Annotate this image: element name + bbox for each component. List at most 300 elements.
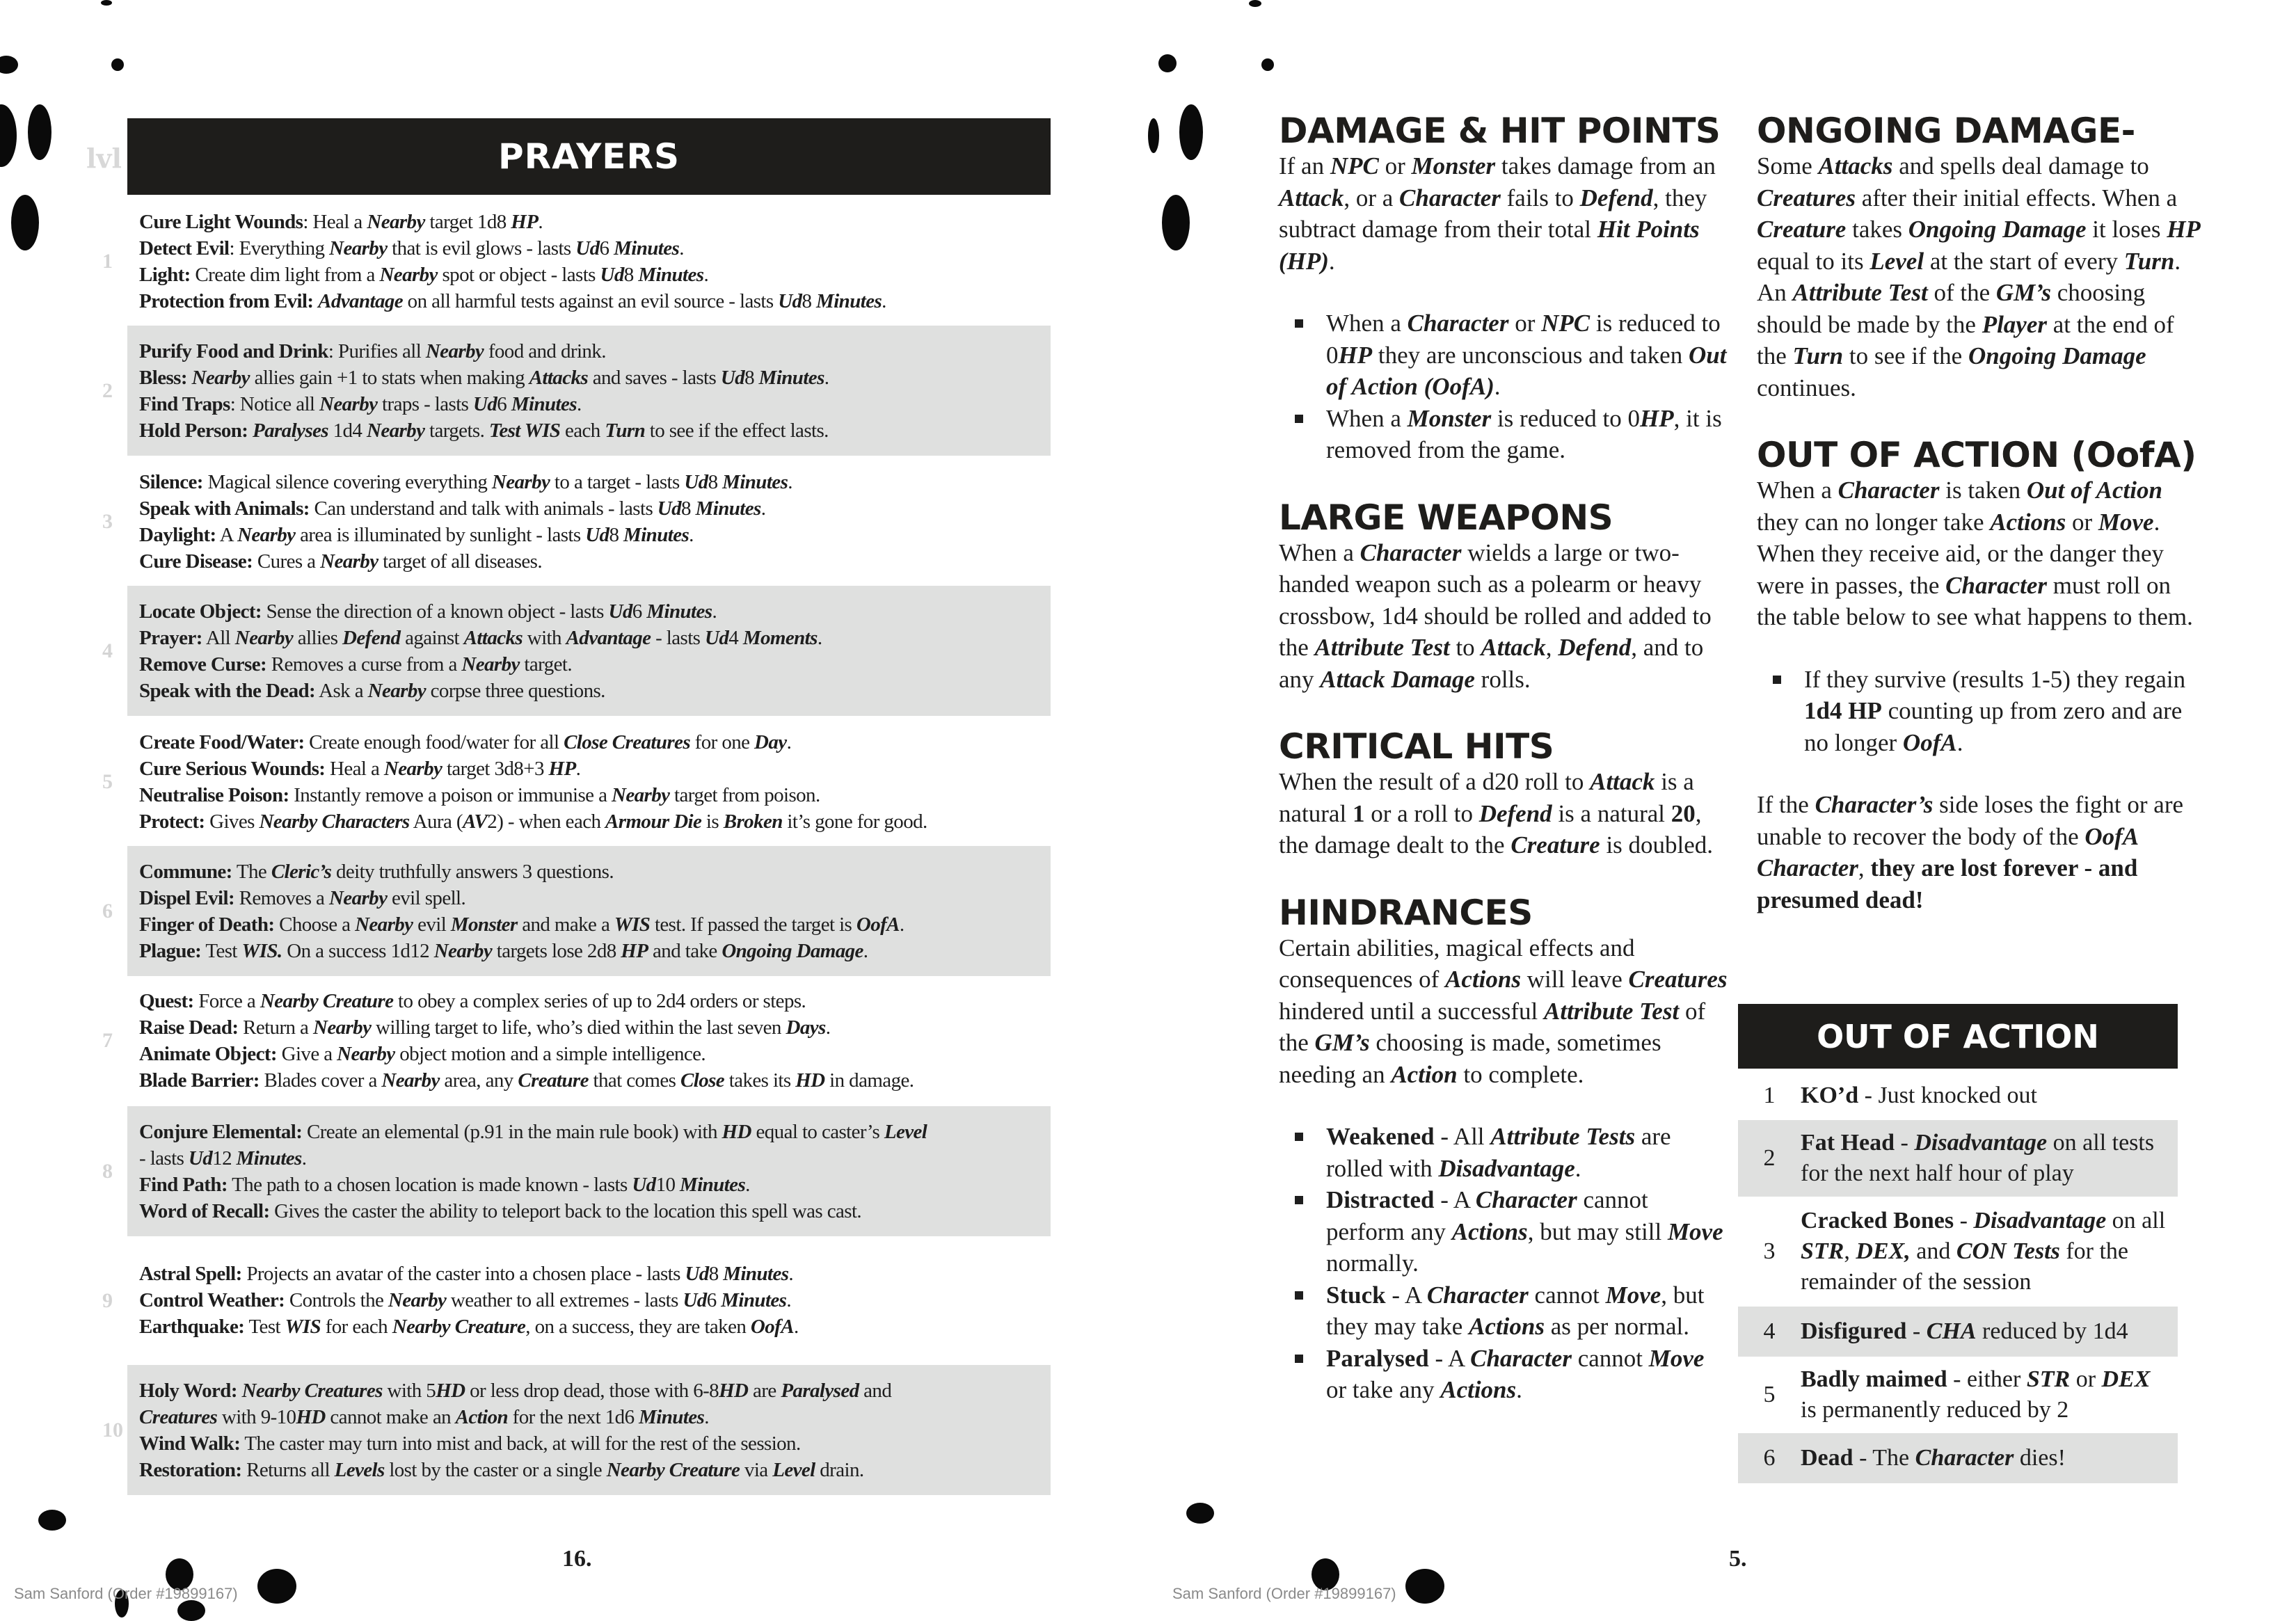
keyword: Nearby Creature [392, 1316, 526, 1338]
keyword: Nearby [433, 940, 493, 962]
text: 8 [744, 367, 759, 389]
bold-term: Find Path: [139, 1174, 228, 1196]
text: The [232, 861, 271, 883]
spacer [1279, 466, 1728, 498]
text: All [202, 627, 235, 649]
keyword: Attribute Test [1792, 279, 1928, 306]
text: , it is removed from the game. [1326, 404, 1722, 463]
keyword: Move [1605, 1281, 1661, 1309]
text: is a natural [1279, 768, 1694, 827]
page-number-right: 5. [1729, 1546, 1747, 1572]
prayer-entry [139, 338, 1039, 365]
prayer-entry [139, 1067, 1039, 1094]
bold-term: Plague: [139, 940, 202, 962]
prayer-entry [139, 495, 1039, 522]
text: Give a [276, 1043, 337, 1065]
prayer-entry [139, 911, 1039, 938]
keyword: Attribute Test [1544, 997, 1680, 1025]
prayer-level-row [102, 717, 1051, 847]
text: - Just knocked out [1858, 1083, 2037, 1108]
text: of the [1279, 997, 1706, 1056]
text: on all harmful tests against an evil source - lasts [403, 290, 779, 312]
prayer-entry [139, 859, 1039, 885]
text: and [859, 1380, 892, 1402]
text: 6 [632, 600, 647, 623]
keyword: Character [1399, 184, 1501, 211]
prayer-entry [139, 651, 1039, 678]
text: continues. [1757, 374, 1856, 401]
roll-number: 6 [1763, 1445, 1776, 1471]
text: or [1378, 152, 1412, 179]
bold-term: Earthquake: [139, 1316, 245, 1338]
keyword: Creature [1510, 831, 1600, 859]
roll-number: 4 [1763, 1318, 1776, 1344]
bold-term: Dead [1801, 1445, 1853, 1471]
bullet-list [1279, 1121, 1728, 1406]
text: . [679, 237, 684, 259]
text: or less drop dead, those with 6-8 [465, 1380, 719, 1402]
text: at the start of every [1924, 247, 2124, 275]
text: against [400, 627, 464, 649]
text: Removes a curse from a [266, 653, 462, 676]
text: . [1574, 1154, 1581, 1182]
keyword: Actions [1445, 966, 1521, 993]
keyword: Defend [1478, 799, 1552, 827]
text: and spells deal damage to [1892, 152, 2149, 179]
keyword: CON Tests [1956, 1238, 2060, 1264]
bold-term: Prayer: [139, 627, 202, 649]
keyword: Nearby [328, 887, 388, 909]
spacer [1757, 758, 2202, 789]
bullet-item [1279, 1121, 1728, 1184]
keyword: Disadvantage [1438, 1154, 1575, 1182]
keyword: Broken [723, 810, 783, 833]
keyword: Advantage [318, 290, 404, 312]
bold-term: 1 [1352, 799, 1365, 827]
text: When a [1757, 477, 1838, 504]
prayer-level-row [102, 846, 1051, 976]
prayer-entry [139, 1145, 1039, 1172]
text: cannot make an [325, 1406, 456, 1428]
text: to see if the [1843, 342, 1968, 369]
section-paragraph [1757, 150, 2202, 404]
text: or a roll to [1364, 799, 1479, 827]
text: When a [1326, 310, 1408, 337]
text: of the [1927, 279, 1996, 306]
level-number: 5 [102, 769, 113, 793]
keyword: Minutes [721, 1289, 787, 1311]
bullet-item [1279, 1184, 1728, 1279]
keyword: Ud [632, 1174, 656, 1196]
keyword: Nearby [237, 524, 296, 546]
keyword: Action [1391, 1060, 1458, 1088]
text: equal to its [1757, 247, 1870, 275]
text: Aura ( [409, 810, 463, 833]
keyword: NPC [1330, 152, 1379, 179]
prayer-entry [139, 209, 1039, 235]
text: at the end of the [1757, 310, 2174, 369]
text: choosing is made, sometimes needing an [1279, 1029, 1661, 1088]
text: . [1956, 728, 1963, 756]
keyword: Attack [1590, 768, 1655, 795]
text: counting up from zero and are no longer [1804, 697, 2183, 756]
bold-term: Remove Curse: [139, 653, 267, 676]
text: . [1494, 373, 1501, 400]
text: weather to all extremes - lasts [446, 1289, 683, 1311]
text: takes its [724, 1069, 796, 1092]
keyword: Ongoing Damage [1908, 216, 2087, 243]
keyword: Actions [1440, 1376, 1517, 1403]
text: . [793, 1316, 799, 1338]
text: . [704, 1406, 709, 1428]
keyword: Ud [685, 1263, 709, 1285]
text [248, 420, 253, 442]
keyword: Nearby [461, 653, 520, 676]
text: - A [1385, 1281, 1427, 1309]
text: . [712, 600, 717, 623]
keyword: Nearby [383, 758, 443, 780]
prayer-level-row [102, 1236, 1051, 1366]
prayer-entry [139, 1172, 1039, 1198]
keyword: Actions [1990, 508, 2066, 536]
text: Return a [238, 1016, 313, 1039]
keyword: DEX, [1856, 1238, 1911, 1264]
keyword: HP [621, 940, 648, 962]
text: : Purifies all [328, 340, 426, 362]
keyword: Day [754, 731, 787, 753]
text: to see if the effect lasts. [645, 420, 829, 442]
roll-result [1801, 1443, 2178, 1474]
text: drain. [815, 1459, 864, 1481]
text: . [825, 1016, 831, 1039]
prayer-entry [139, 1430, 1039, 1457]
prayer-level-row [102, 196, 1051, 326]
text: . [575, 758, 581, 780]
keyword: Minutes [723, 1263, 789, 1285]
prayer-entry [139, 365, 1039, 391]
bold-term: Purify Food and Drink [139, 340, 328, 362]
keyword: Nearby [366, 420, 425, 442]
bold-term: Distracted [1326, 1186, 1435, 1213]
text: . [1516, 1376, 1522, 1403]
text: dies! [2014, 1445, 2066, 1471]
keyword: Level [884, 1121, 927, 1143]
text: area, any [439, 1069, 518, 1092]
keyword: Actions [1469, 1313, 1545, 1340]
bold-term: Dispel Evil: [139, 887, 235, 909]
spacer [1279, 1090, 1728, 1121]
keyword: DEX [2101, 1366, 2151, 1392]
text: - A [1434, 1186, 1476, 1213]
text: takes [1846, 216, 1908, 243]
keyword: Monster [450, 913, 518, 936]
section-heading: HINDRANCES [1279, 892, 1533, 933]
keyword: Level [772, 1459, 815, 1481]
text: for each [321, 1316, 392, 1338]
roll-result [1801, 1206, 2178, 1297]
left-page [0, 0, 1148, 1610]
text: Gives the caster the ability to teleport back to the location this spell was cast. [269, 1200, 862, 1222]
keyword: Minutes [680, 1174, 746, 1196]
text: target 1d8 [424, 211, 511, 233]
bold-term: Quest: [139, 990, 194, 1012]
text: or [2070, 1366, 2102, 1392]
keyword: WIS [614, 913, 651, 936]
bold-term: Blade Barrier: [139, 1069, 260, 1092]
out-of-action-table-title: OUT OF ACTION [1738, 1004, 2178, 1069]
keyword: Minutes [695, 497, 761, 520]
text: for one [690, 731, 755, 753]
bold-term: Wind Walk: [139, 1432, 241, 1455]
keyword: Turn [2123, 247, 2175, 275]
bullet-list [1757, 664, 2202, 759]
text: side loses the fight or are unable to recover the body of the [1757, 791, 2184, 850]
keyword: Monster [1407, 404, 1492, 432]
text: cannot perform any [1326, 1186, 1648, 1245]
keyword: Nearby [381, 1069, 440, 1092]
bold-term: Bless: [139, 367, 187, 389]
keyword: Nearby Creatures [241, 1380, 383, 1402]
keyword: Nearby [388, 1289, 447, 1311]
prayer-entry [139, 417, 1039, 444]
text: Cures a [253, 550, 321, 573]
text: , the damage dealt to the [1279, 799, 1702, 859]
text: spot or object - lasts [437, 264, 600, 286]
spacer [1279, 277, 1728, 308]
text: evil spell. [387, 887, 466, 909]
text: and take [648, 940, 722, 962]
prayer-entry [139, 1041, 1039, 1067]
out-of-action-row [1738, 1071, 2178, 1120]
keyword: Nearby [319, 393, 378, 415]
keyword: HD [436, 1380, 465, 1402]
text: or take any [1326, 1376, 1441, 1403]
keyword: Minutes [639, 1406, 705, 1428]
bold-term: Raise Dead: [139, 1016, 239, 1039]
keyword: Nearby [191, 367, 250, 389]
keyword: Ongoing Damage [1968, 342, 2146, 369]
bold-term: Cure Light Wounds [139, 211, 303, 233]
text: 2) - when each [487, 810, 606, 833]
text: hindered until a successful [1279, 997, 1545, 1025]
text: . [301, 1147, 307, 1169]
text: 8 [681, 497, 696, 520]
prayer-entry [139, 625, 1039, 651]
text: 8 [609, 524, 624, 546]
prayer-entry [139, 756, 1039, 782]
text: Create enough food/water for all [304, 731, 564, 753]
text: is permanently reduced by 2 [1801, 1397, 2069, 1423]
text: is [701, 810, 724, 833]
keyword: Nearby [234, 627, 294, 649]
text: . [863, 940, 868, 962]
roll-number: 5 [1763, 1382, 1776, 1407]
text: it’s gone for good. [782, 810, 927, 833]
text: after their initial effects. When a [1855, 184, 2178, 211]
text: to a target - lasts [550, 471, 685, 493]
bold-term: Cure Disease: [139, 550, 253, 573]
keyword: Attribute Test [1314, 634, 1450, 661]
keyword: Ud [705, 627, 729, 649]
level-number: 4 [102, 639, 113, 662]
prayer-entry [139, 938, 1039, 964]
level-number: 6 [102, 899, 113, 923]
text: The path to a chosen location is made known - lasts [227, 1174, 632, 1196]
keyword: Attacks [463, 627, 523, 649]
prayer-entry [139, 288, 1039, 314]
section-paragraph [1279, 932, 1728, 1091]
keyword: Nearby [355, 913, 413, 936]
text: , [1545, 634, 1558, 661]
text: - [1954, 1208, 1974, 1233]
bold-term: Neutralise Poison: [139, 784, 289, 806]
keyword: CHA [1926, 1318, 1977, 1344]
text: When the result of a d20 roll to [1279, 768, 1591, 795]
text: corpse three questions. [426, 680, 605, 702]
bold-term: Word of Recall: [139, 1200, 270, 1222]
prayer-entry [139, 1457, 1039, 1483]
prayer-entry [139, 262, 1039, 288]
keyword: Nearby [367, 680, 426, 702]
text: When a [1326, 404, 1408, 432]
out-of-action-row [1738, 1307, 2178, 1357]
prayer-entry [139, 598, 1039, 625]
text: test. If passed the target is [650, 913, 856, 936]
keyword: Advantage [566, 627, 651, 649]
keyword: Nearby [425, 340, 484, 362]
keyword: Attribute Tests [1490, 1123, 1636, 1150]
text: with [523, 627, 566, 649]
bold-term: Protection from Evil: [139, 290, 314, 312]
text: . [788, 471, 792, 493]
text: - A [1428, 1344, 1471, 1372]
text: - [1906, 1318, 1927, 1344]
text: , they subtract damage from their total [1279, 184, 1707, 243]
rules-column-2 [1757, 111, 2202, 916]
keyword: Actions [1451, 1217, 1528, 1245]
text: they are unconscious and taken [1372, 341, 1689, 369]
keyword: Defend [1558, 634, 1632, 661]
text: normally. [1326, 1249, 1419, 1277]
text: Instantly remove a poison or immunise a [289, 784, 612, 806]
keyword: OofA Character [1757, 822, 2138, 881]
prayer-entry [139, 1261, 1039, 1287]
text: . [824, 367, 829, 389]
text: Certain abilities, magical effects and consequences of [1279, 934, 1635, 993]
keyword: STR [2026, 1366, 2071, 1392]
text: target from poison. [669, 784, 820, 806]
bold-term: Locate Object: [139, 600, 262, 623]
text: Can understand and talk with animals - lasts [309, 497, 657, 520]
keyword: Test WIS [488, 420, 561, 442]
keyword: Level [1870, 247, 1924, 275]
level-column-header: lvl [86, 143, 122, 174]
out-of-action-row [1738, 1433, 2178, 1483]
prayer-entry [139, 1119, 1039, 1145]
keyword: STR [1801, 1238, 1844, 1264]
text: . An [1757, 247, 2181, 306]
text: evil [413, 913, 451, 936]
text: to [1449, 634, 1481, 661]
keyword: Character [1915, 1445, 2014, 1471]
bold-term: Cure Serious Wounds: [139, 758, 326, 780]
keyword: Attack Damage [1320, 665, 1475, 693]
prayer-entry [139, 782, 1039, 808]
keyword: Ud [657, 497, 682, 520]
text: . [1328, 247, 1335, 275]
keyword: Ud [585, 524, 609, 546]
level-number: 7 [102, 1028, 113, 1052]
keyword: Ud [608, 600, 632, 623]
text: to complete. [1457, 1060, 1584, 1088]
keyword: Moments [742, 627, 818, 649]
keyword: Monster [1411, 152, 1496, 179]
prayer-entry [139, 469, 1039, 495]
text: - either [1947, 1366, 2027, 1392]
bold-term: Speak with Animals: [139, 497, 310, 520]
bold-term: Conjure Elemental: [139, 1121, 303, 1143]
text: they can no longer take [1757, 508, 1991, 536]
page-number: 16. [562, 1546, 592, 1572]
text: willing target to life, who’s died within the last seven [371, 1016, 786, 1039]
text: or [1508, 310, 1542, 337]
keyword: Disadvantage [1973, 1208, 2107, 1233]
text: Returns all [241, 1459, 335, 1481]
text: target 3d8+3 [442, 758, 549, 780]
text: Ask a [315, 680, 368, 702]
watermark-right: Sam Sanford (Order #19899167) [1172, 1585, 1396, 1602]
text: rolls. [1474, 665, 1531, 693]
keyword: Nearby [312, 1016, 372, 1039]
keyword: Character [1407, 310, 1509, 337]
text: . [745, 1174, 750, 1196]
text: and make a [517, 913, 614, 936]
prayer-level-row [102, 456, 1051, 586]
keyword: Nearby [491, 471, 550, 493]
prayer-entry [139, 885, 1039, 911]
keyword: Creature [1757, 216, 1847, 243]
bold-term: Badly maimed [1801, 1366, 1947, 1392]
prayer-level-row [102, 975, 1051, 1105]
keyword: HD [719, 1380, 749, 1402]
keyword: Nearby [367, 211, 425, 233]
bold-term: 20 [1671, 799, 1696, 827]
keyword: HD [296, 1406, 326, 1428]
keyword: Nearby [337, 1043, 395, 1065]
text: The caster may turn into mist and back, at will for the rest of the session. [240, 1432, 801, 1455]
keyword: Nearby Characters [259, 810, 410, 833]
level-number: 1 [102, 249, 113, 273]
rules-column-1 [1279, 111, 1728, 1406]
text: 8 [802, 290, 817, 312]
bold-term: Paralysed [1326, 1344, 1429, 1372]
text: cannot [1571, 1344, 1649, 1372]
text: with 9-10 [217, 1406, 296, 1428]
text: to obey a complex series of up to 2d4 orders or steps. [393, 990, 806, 1012]
prayer-entry [139, 1378, 1039, 1404]
text: On a success 1d12 [282, 940, 434, 962]
text: that comes [588, 1069, 680, 1092]
text: , [1858, 854, 1871, 881]
keyword: HP [1338, 341, 1373, 369]
keyword: Minutes [816, 290, 882, 312]
text: is taken [1939, 477, 2027, 504]
text: 10 [655, 1174, 680, 1196]
text: : Notice all [230, 393, 320, 415]
text [237, 1380, 242, 1402]
text: for the next 1d6 [508, 1406, 639, 1428]
bold-term: 1d4 HP [1804, 697, 1882, 724]
